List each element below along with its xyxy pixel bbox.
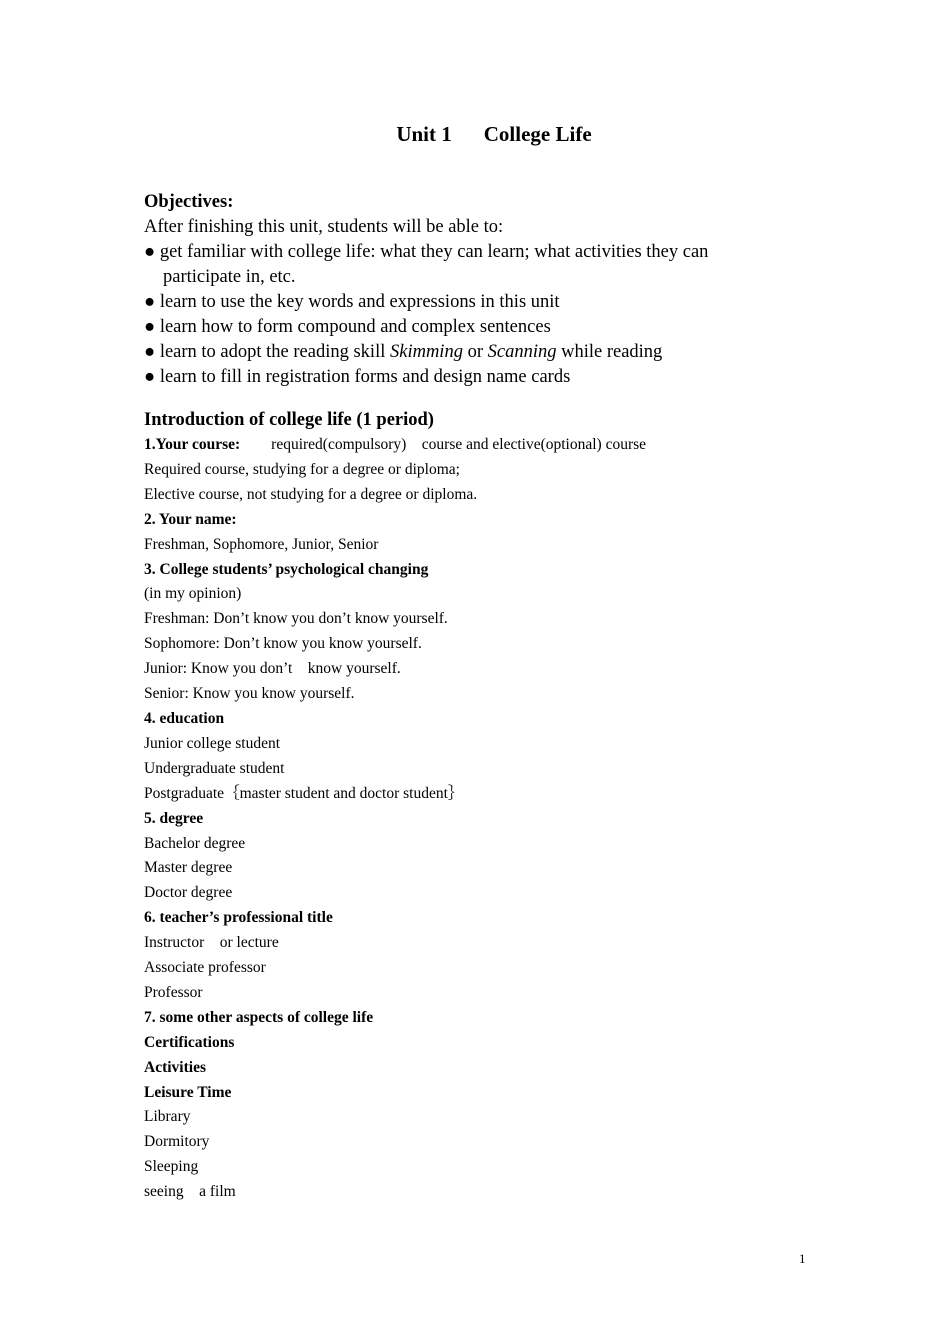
text-line: Library — [144, 1108, 191, 1126]
text-line: Freshman, Sophomore, Junior, Senior — [144, 535, 379, 553]
text-line: Sophomore: Don’t know you know yourself. — [144, 635, 422, 653]
page-number: 1 — [799, 1251, 806, 1266]
aspect-bold-item: Leisure Time — [144, 1083, 232, 1101]
text-line: Professor — [144, 983, 203, 1001]
text-line: Associate professor — [144, 959, 266, 977]
text-line: Undergraduate student — [144, 759, 285, 777]
objective-item: ● learn to adopt the reading skill Skimming or Scanning while reading — [144, 342, 663, 362]
course-line — [144, 433, 784, 458]
page-title — [0, 122, 950, 147]
text-line: (in my opinion) — [144, 585, 242, 603]
scanning-term: Scanning — [487, 342, 557, 362]
text-line: seeing a film — [144, 1183, 236, 1201]
bullet-icon: ● — [144, 317, 156, 337]
text-line: Dormitory — [144, 1133, 210, 1151]
course-value: required(compulsory) course and elective(optional) course — [271, 436, 647, 453]
objective-item: ● learn to fill in registration forms and design name cards — [144, 367, 571, 387]
bullet-icon: ● — [144, 292, 156, 312]
section-heading-name: 2. Your name: — [144, 510, 237, 528]
section-heading-education: 4. education — [144, 709, 225, 727]
objectives-heading: Objectives: — [144, 192, 234, 212]
text-line: Required course, studying for a degree or diploma; — [144, 460, 460, 478]
aspect-bold-item: Certifications — [144, 1033, 235, 1051]
text-line: Sleeping — [144, 1158, 199, 1176]
objective-item: ● get familiar with college life: what they can learn; what activities they can — [144, 242, 709, 262]
text-line: Senior: Know you know yourself. — [144, 685, 355, 703]
objective-item-continuation: participate in, etc. — [163, 267, 296, 287]
aspect-bold-item: Activities — [144, 1058, 206, 1076]
text-line: Junior college student — [144, 734, 281, 752]
bullet-icon: ● — [144, 342, 156, 362]
text-line: Postgraduate｛master student and doctor student｝ — [144, 784, 464, 802]
text-line: Elective course, not studying for a degree or diploma. — [144, 485, 478, 503]
text-line: Junior: Know you don’t know yourself. — [144, 660, 401, 678]
text-line: Doctor degree — [144, 884, 233, 902]
text-line: Instructor or lecture — [144, 934, 279, 952]
skimming-term: Skimming — [389, 342, 463, 362]
course-label: 1.Your course: — [144, 436, 241, 453]
document-body — [144, 190, 784, 1205]
title-name: College Life — [483, 122, 592, 146]
bullet-icon: ● — [144, 367, 156, 387]
objectives-intro: After finishing this unit, students will be able to: — [144, 217, 504, 237]
section-heading-psych: 3. College students’ psychological changing — [144, 560, 429, 578]
section-heading-title: 6. teacher’s professional title — [144, 909, 333, 927]
text-line: Freshman: Don’t know you don’t know yourself. — [144, 610, 448, 628]
text-line: Master degree — [144, 859, 233, 877]
text-line: Bachelor degree — [144, 834, 246, 852]
bullet-icon: ● — [144, 242, 156, 262]
section-heading-degree: 5. degree — [144, 809, 204, 827]
title-unit: Unit 1 — [396, 122, 452, 146]
objective-item: ● learn how to form compound and complex sentences — [144, 317, 551, 337]
objective-item: ● learn to use the key words and expressions in this unit — [144, 292, 560, 312]
intro-heading: Introduction of college life (1 period) — [144, 410, 434, 430]
section-heading-aspects: 7. some other aspects of college life — [144, 1008, 374, 1026]
